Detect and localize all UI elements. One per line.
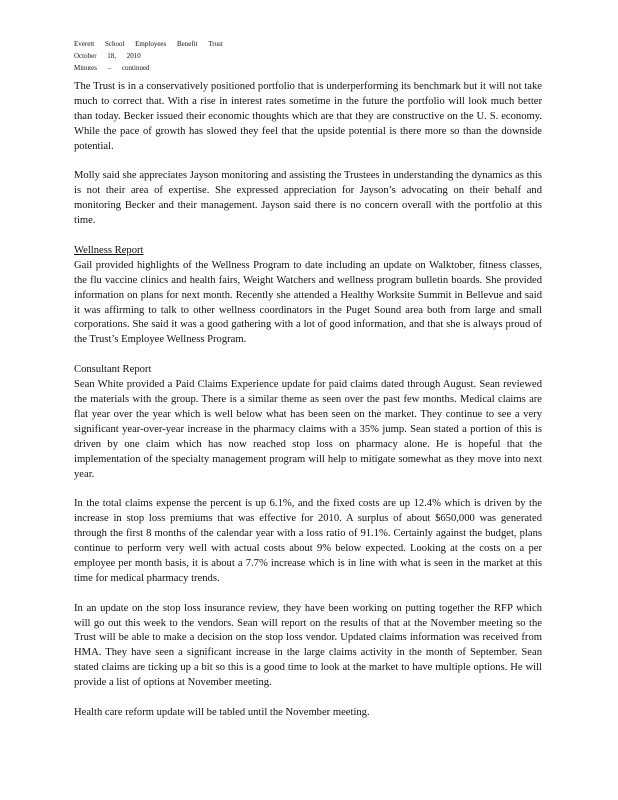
document-body [74,80,542,736]
header-organization: Everett School Employees Benefit Trust [74,40,223,48]
portfolio-paragraph: The Trust is in a conservatively positioned portfolio that is underperforming its benchmark but it will not take much to correct that. With a rise in interest rates sometime in the future the portfolio will look much better than today. Becker issued their economic thoughts which are that they are constructive on the U. S. economy. While the pace of growth has slowed they feel that the upside potential is there more so than the downside potential. [74,81,542,152]
wellness-heading: Wellness Report [74,244,144,256]
claims-expense-paragraph: In the total claims expense the percent is up 6.1%, and the fixed costs are up 12.4% which is driven by the increase in stop loss premiums that was effective for 2010. A surplus of about $650,000 was generated through the first 8 months of the calendar year with a loss ratio of 91.1%. Certainly against the budget, plans continue to perform very well with actual costs about 9% below expected. Looking at the costs on a per employee per month basis, it is about a 7.7% increase which is in line with what is seen in the market at this time for medical pharmacy trends. [74,498,542,584]
wellness-paragraph: Gail provided highlights of the Wellness Program to date including an update on Walktober, fitness classes, the flu vaccine clinics and health fairs, Weight Watchers and wellness program bulletin boards. She provided information on plans for next month. Recently she attended a Healthy Worksite Summit in Bellevue and said it was affirming to talk to other wellness coordinators in the Puget Sound area both from large and small corporations. She said it was a good gathering with a lot of good information, and that she is always proud of the Trust’s Employee Wellness Program. [74,259,542,346]
document-header [74,38,374,74]
consultant-paragraph: Sean White provided a Paid Claims Experience update for paid claims dated through August. Sean reviewed the materials with the group. There is a similar theme as seen over the past few months. Medical claims are flat year over the year which is well below what has been seen on the market. They continue to see a very significant year-over-year increase in the pharmacy claims with a 35% jump. Sean stated a portion of this is driven by one claim which has now reached stop loss on pharmacy alone. He is hopeful that the implementation of the specialty management program will help to mitigate somewhat as they move into next year. [74,379,542,480]
header-continued: Minutes – continued [74,64,150,72]
stop-loss-paragraph: In an update on the stop loss insurance review, they have been working on putting together the RFP which will go out this week to the vendors. Sean will report on the results of that at the November meeting so the Trust will be able to make a decision on the stop loss vendor. Updated claims information was received from HMA. They have seen a significant increase in the large claims activity in the month of September. Sean stated claims are ticking up a bit so this is a good time to look at the market to have multiple options. He will provide a list of options at November meeting. [74,602,542,689]
header-date: October 18, 2010 [74,52,141,60]
consultant-heading: Consultant Report [74,364,152,376]
health-care-reform-paragraph: Health care reform update will be tabled until the November meeting. [74,706,370,718]
appreciation-paragraph: Molly said she appreciates Jayson monitoring and assisting the Trustees in understanding the dynamics as this is not their area of expertise. She expressed appreciation for Jayson’s advocating on their behalf and monitoring Becker and their management. Jayson said there is no concern overall with the portfolio at this time. [74,170,542,227]
wellness-section [74,244,542,348]
consultant-section [74,363,542,482]
